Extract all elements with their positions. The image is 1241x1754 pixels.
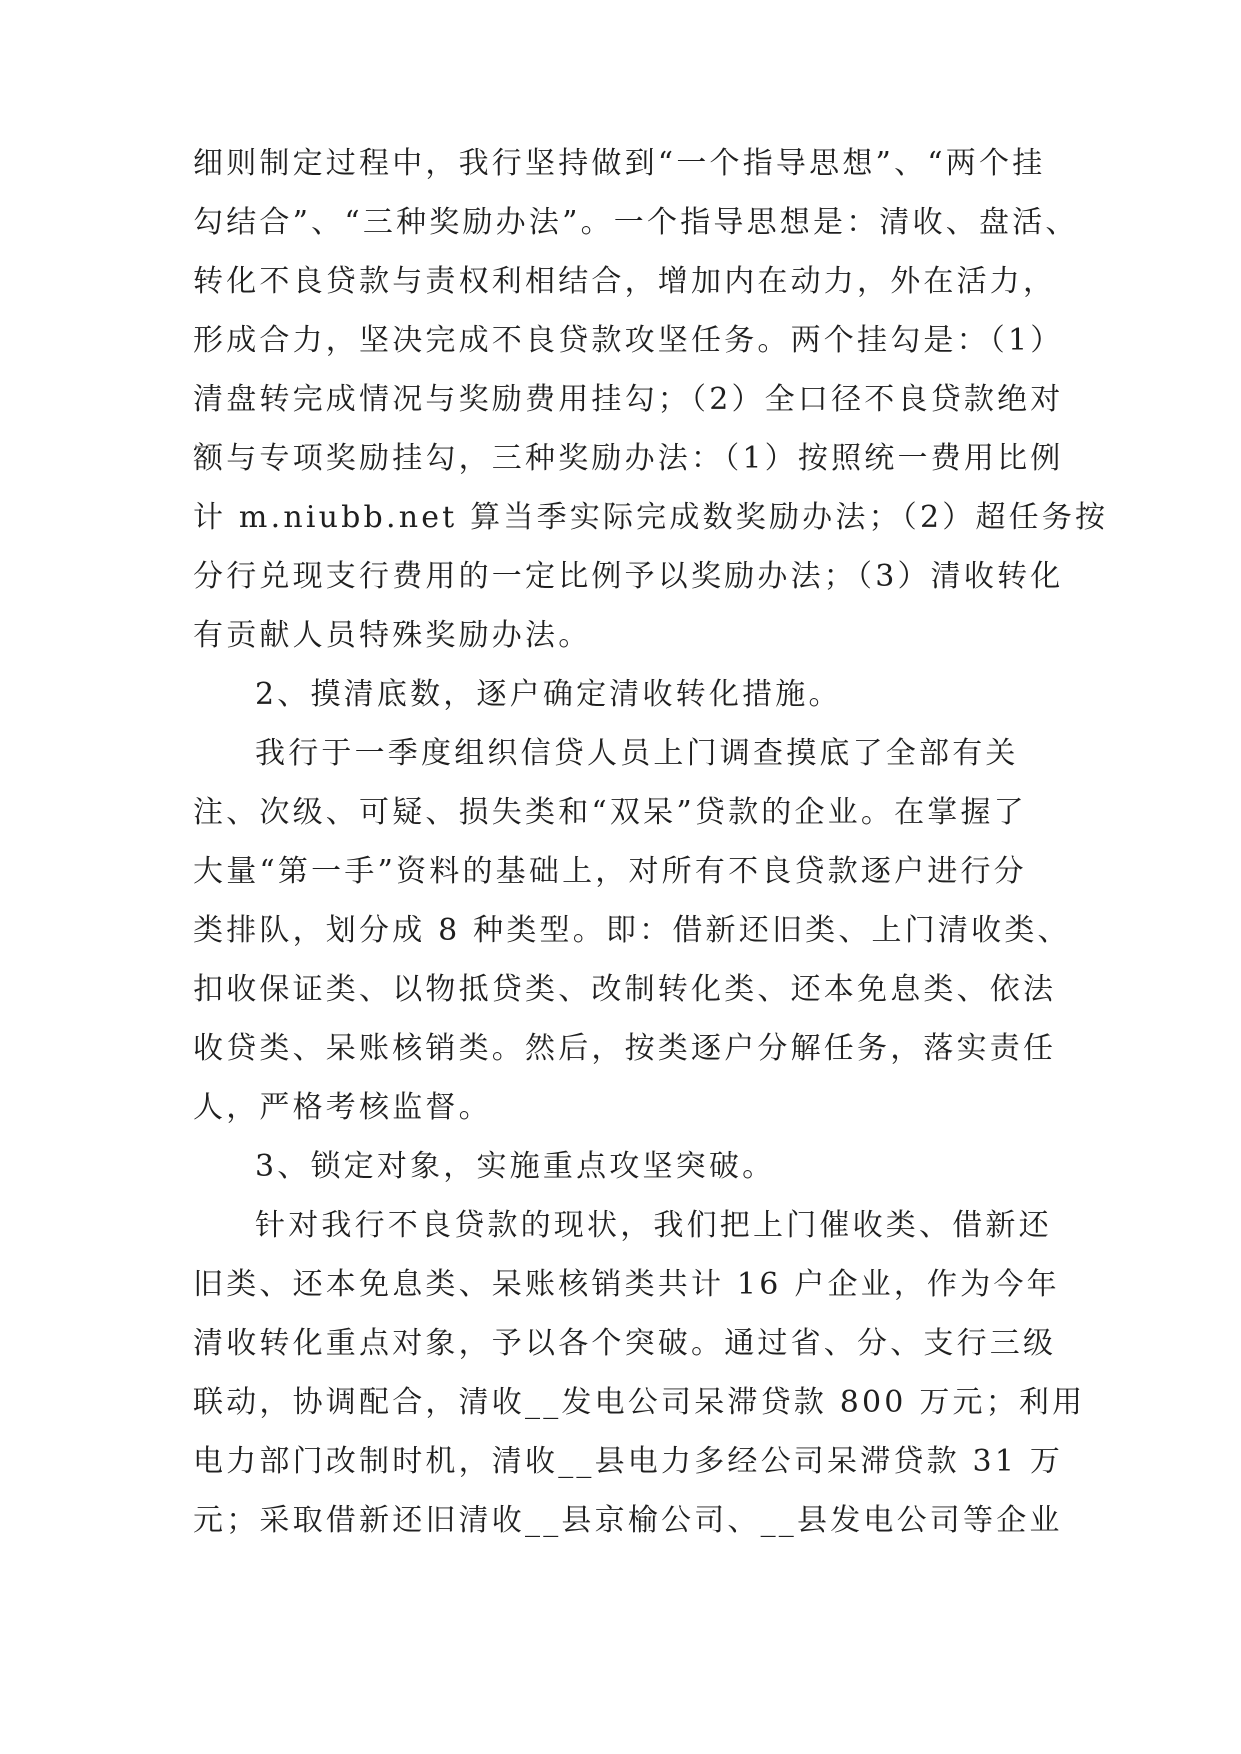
paragraph-line: 计 m.niubb.net 算当季实际完成数奖励办法；（2）超任务按 xyxy=(193,500,1109,535)
paragraph-line: 旧类、还本免息类、呆账核销类共计 16 户企业，作为今年 xyxy=(193,1267,1060,1302)
paragraph-line: 转化不良贷款与责权利相结合，增加内在动力，外在活力， xyxy=(193,264,1057,299)
paragraph-line: 额与专项奖励挂勾，三种奖励办法：（1）按照统一费用比例 xyxy=(193,441,1064,476)
paragraph-line: 有贡献人员特殊奖励办法。 xyxy=(193,618,592,653)
paragraph-line: 人，严格考核监督。 xyxy=(193,1090,492,1125)
paragraph-line: 针对我行不良贷款的现状，我们把上门催收类、借新还 xyxy=(255,1208,1052,1243)
paragraph-line: 清盘转完成情况与奖励费用挂勾；（2）全口径不良贷款绝对 xyxy=(193,382,1064,417)
paragraph-line: 分行兑现支行费用的一定比例予以奖励办法；（3）清收转化 xyxy=(193,559,1064,594)
paragraph-line: 细则制定过程中，我行坚持做到“一个指导思想”、“两个挂 xyxy=(193,146,1046,181)
paragraph-line: 电力部门改制时机，清收__县电力多经公司呆滞贷款 31 万 xyxy=(193,1444,1064,1479)
paragraph-line: 勾结合”、“三种奖励办法”。一个指导思想是：清收、盘活、 xyxy=(193,205,1079,240)
section-heading-2: 2、摸清底数，逐户确定清收转化措施。 xyxy=(255,677,842,712)
paragraph-line: 元；采取借新还旧清收__县京榆公司、__县发电公司等企业 xyxy=(193,1503,1063,1538)
paragraph-line: 联动，协调配合，清收__发电公司呆滞贷款 800 万元；利用 xyxy=(193,1385,1086,1420)
paragraph-line: 类排队，划分成 8 种类型。即：借新还旧类、上门清收类、 xyxy=(193,913,1071,948)
paragraph-line: 收贷类、呆账核销类。然后，按类逐户分解任务，落实责任 xyxy=(193,1031,1057,1066)
paragraph-line: 扣收保证类、以物抵贷类、改制转化类、还本免息类、依法 xyxy=(193,972,1057,1007)
paragraph-line: 大量“第一手”资料的基础上，对所有不良贷款逐户进行分 xyxy=(193,854,1027,889)
paragraph-line: 形成合力，坚决完成不良贷款攻坚任务。两个挂勾是：（1） xyxy=(193,323,1064,358)
section-heading-3: 3、锁定对象，实施重点攻坚突破。 xyxy=(255,1149,776,1184)
paragraph-line: 清收转化重点对象，予以各个突破。通过省、分、支行三级 xyxy=(193,1326,1057,1361)
paragraph-line: 我行于一季度组织信贷人员上门调查摸底了全部有关 xyxy=(255,736,1019,771)
paragraph-line: 注、次级、可疑、损失类和“双呆”贷款的企业。在掌握了 xyxy=(193,795,1027,830)
